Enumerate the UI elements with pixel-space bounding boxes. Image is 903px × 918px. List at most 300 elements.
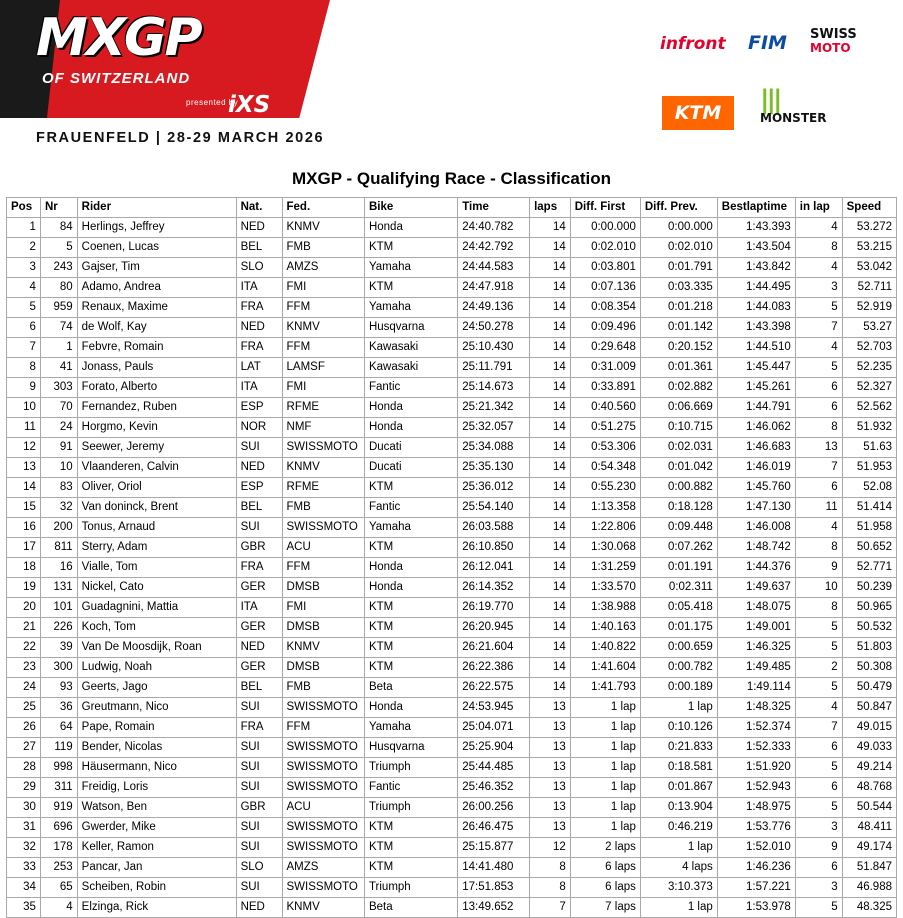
cell-diff-prev: 0:01.361 [640,358,717,378]
cell-speed: 52.235 [842,358,896,378]
cell-fed: KNMV [282,898,364,918]
cell-nat: GER [236,578,282,598]
cell-nat: SUI [236,818,282,838]
cell-in-lap: 5 [795,638,842,658]
cell-diff-first: 1:31.259 [570,558,640,578]
cell-nat: FRA [236,718,282,738]
cell-rider[interactable]: Gajser, Tim [77,258,236,278]
cell-speed: 51.63 [842,438,896,458]
cell-fed: ACU [282,538,364,558]
cell-nat: GER [236,618,282,638]
cell-bike: KTM [364,538,457,558]
cell-fed: KNMV [282,318,364,338]
table-row [7,758,897,778]
cell-laps: 14 [530,378,571,398]
cell-in-lap: 6 [795,378,842,398]
cell-pos: 8 [7,358,41,378]
cell-in-lap: 13 [795,438,842,458]
cell-bestlaptime: 1:43.398 [717,318,795,338]
monster-claw-icon: ||| [760,85,780,115]
cell-laps: 13 [530,718,571,738]
cell-bike: Triumph [364,798,457,818]
mxgp-logo-subtitle: OF SWITZERLAND [42,70,191,87]
cell-nat: FRA [236,298,282,318]
column-header-diff-prev: Diff. Prev. [640,198,717,218]
cell-diff-first: 0:08.354 [570,298,640,318]
cell-time: 25:44.485 [458,758,530,778]
column-header-speed: Speed [842,198,896,218]
cell-bestlaptime: 1:45.760 [717,478,795,498]
table-row [7,738,897,758]
cell-laps: 14 [530,398,571,418]
cell-diff-prev: 0:00.189 [640,678,717,698]
cell-diff-prev: 0:00.000 [640,218,717,238]
cell-rider[interactable]: Geerts, Jago [77,678,236,698]
cell-bike: KTM [364,238,457,258]
cell-nr: 178 [40,838,77,858]
cell-pos: 33 [7,858,41,878]
cell-pos: 12 [7,438,41,458]
cell-time: 25:15.877 [458,838,530,858]
table-row [7,778,897,798]
cell-time: 25:11.791 [458,358,530,378]
cell-bike: Kawasaki [364,338,457,358]
cell-nat: BEL [236,238,282,258]
cell-rider[interactable]: Watson, Ben [77,798,236,818]
cell-rider[interactable]: Fernandez, Ruben [77,398,236,418]
cell-rider[interactable]: Scheiben, Robin [77,878,236,898]
cell-bestlaptime: 1:45.261 [717,378,795,398]
cell-diff-prev: 4 laps [640,858,717,878]
cell-laps: 13 [530,758,571,778]
column-header-diff-first: Diff. First [570,198,640,218]
venue-and-date: FRAUENFELD | 28-29 MARCH 2026 [0,118,330,158]
cell-laps: 14 [530,638,571,658]
cell-nr: 998 [40,758,77,778]
cell-diff-first: 1 lap [570,798,640,818]
cell-nr: 131 [40,578,77,598]
cell-diff-first: 0:02.010 [570,238,640,258]
cell-rider[interactable]: Greutmann, Nico [77,698,236,718]
cell-pos: 30 [7,798,41,818]
cell-nr: 311 [40,778,77,798]
cell-time: 24:53.945 [458,698,530,718]
cell-time: 26:22.575 [458,678,530,698]
cell-nr: 91 [40,438,77,458]
cell-fed: KNMV [282,638,364,658]
cell-in-lap: 6 [795,778,842,798]
cell-speed: 50.308 [842,658,896,678]
cell-diff-prev: 0:00.882 [640,478,717,498]
cell-rider[interactable]: Pape, Romain [77,718,236,738]
cell-fed: KNMV [282,218,364,238]
cell-diff-first: 1:22.806 [570,518,640,538]
cell-bestlaptime: 1:48.975 [717,798,795,818]
cell-fed: FMI [282,598,364,618]
cell-nat: FRA [236,558,282,578]
cell-bike: Honda [364,558,457,578]
table-row [7,338,897,358]
cell-bike: KTM [364,658,457,678]
cell-bike: Beta [364,678,457,698]
cell-in-lap: 4 [795,518,842,538]
cell-rider[interactable]: Horgmo, Kevin [77,418,236,438]
cell-pos: 13 [7,458,41,478]
cell-diff-prev: 0:10.126 [640,718,717,738]
cell-nr: 36 [40,698,77,718]
cell-diff-prev: 0:01.191 [640,558,717,578]
cell-speed: 53.215 [842,238,896,258]
cell-nat: ITA [236,598,282,618]
cell-bike: Honda [364,578,457,598]
banner-left-panel [0,0,330,158]
table-row [7,378,897,398]
cell-rider[interactable]: Nickel, Cato [77,578,236,598]
cell-laps: 14 [530,578,571,598]
cell-diff-first: 1:33.570 [570,578,640,598]
cell-nat: SUI [236,698,282,718]
cell-pos: 18 [7,558,41,578]
table-row [7,878,897,898]
cell-rider[interactable]: Bender, Nicolas [77,738,236,758]
cell-speed: 49.214 [842,758,896,778]
cell-nr: 10 [40,458,77,478]
cell-speed: 49.174 [842,838,896,858]
cell-bestlaptime: 1:53.978 [717,898,795,918]
cell-diff-prev: 0:00.782 [640,658,717,678]
cell-diff-first: 6 laps [570,878,640,898]
cell-diff-first: 0:31.009 [570,358,640,378]
cell-rider[interactable]: Adamo, Andrea [77,278,236,298]
cell-laps: 14 [530,438,571,458]
cell-nr: 65 [40,878,77,898]
cell-nat: NOR [236,418,282,438]
cell-in-lap: 6 [795,398,842,418]
cell-speed: 49.015 [842,718,896,738]
cell-diff-prev: 0:05.418 [640,598,717,618]
table-row [7,398,897,418]
cell-fed: RFME [282,478,364,498]
cell-rider[interactable]: Forato, Alberto [77,378,236,398]
cell-pos: 21 [7,618,41,638]
table-row [7,558,897,578]
cell-rider[interactable]: Coenen, Lucas [77,238,236,258]
cell-diff-first: 0:07.136 [570,278,640,298]
cell-diff-prev: 1 lap [640,698,717,718]
cell-nat: SUI [236,518,282,538]
table-row [7,218,897,238]
cell-speed: 48.411 [842,818,896,838]
cell-bike: KTM [364,478,457,498]
cell-bike: Yamaha [364,718,457,738]
cell-pos: 29 [7,778,41,798]
cell-diff-first: 1 lap [570,778,640,798]
cell-fed: DMSB [282,658,364,678]
cell-diff-first: 1 lap [570,718,640,738]
cell-time: 17:51.853 [458,878,530,898]
cell-diff-prev: 0:01.791 [640,258,717,278]
cell-bestlaptime: 1:52.943 [717,778,795,798]
cell-bike: Kawasaki [364,358,457,378]
cell-laps: 14 [530,458,571,478]
cell-nr: 64 [40,718,77,738]
cell-bestlaptime: 1:48.325 [717,698,795,718]
cell-pos: 14 [7,478,41,498]
presented-by-label: presented by [186,98,239,107]
cell-bike: KTM [364,638,457,658]
cell-diff-prev: 0:02.311 [640,578,717,598]
cell-rider[interactable]: Vlaanderen, Calvin [77,458,236,478]
monster-energy-logo [760,85,827,125]
cell-nat: SUI [236,738,282,758]
table-row [7,358,897,378]
table-header-row [7,198,897,218]
cell-in-lap: 11 [795,498,842,518]
cell-nr: 83 [40,478,77,498]
cell-speed: 51.932 [842,418,896,438]
cell-speed: 49.033 [842,738,896,758]
cell-fed: FMB [282,498,364,518]
cell-speed: 50.847 [842,698,896,718]
cell-rider[interactable]: Koch, Tom [77,618,236,638]
cell-laps: 14 [530,538,571,558]
cell-speed: 51.958 [842,518,896,538]
cell-diff-first: 6 laps [570,858,640,878]
cell-nat: NED [236,218,282,238]
cell-fed: AMZS [282,858,364,878]
cell-time: 26:00.256 [458,798,530,818]
cell-in-lap: 3 [795,818,842,838]
cell-laps: 14 [530,258,571,278]
cell-in-lap: 6 [795,738,842,758]
cell-time: 26:14.352 [458,578,530,598]
cell-bike: Beta [364,898,457,918]
cell-fed: AMZS [282,258,364,278]
cell-bestlaptime: 1:44.083 [717,298,795,318]
cell-in-lap: 5 [795,358,842,378]
column-header-bike: Bike [364,198,457,218]
cell-time: 25:32.057 [458,418,530,438]
column-header-time: Time [458,198,530,218]
cell-laps: 14 [530,678,571,698]
cell-rider[interactable]: Van doninck, Brent [77,498,236,518]
cell-nr: 253 [40,858,77,878]
cell-pos: 15 [7,498,41,518]
column-header-fed: Fed. [282,198,364,218]
cell-rider[interactable]: Häusermann, Nico [77,758,236,778]
cell-time: 25:34.088 [458,438,530,458]
cell-diff-prev: 0:00.659 [640,638,717,658]
cell-laps: 13 [530,818,571,838]
cell-nat: LAT [236,358,282,378]
cell-bestlaptime: 1:49.114 [717,678,795,698]
cell-speed: 51.953 [842,458,896,478]
cell-pos: 16 [7,518,41,538]
cell-bestlaptime: 1:46.062 [717,418,795,438]
cell-in-lap: 5 [795,678,842,698]
cell-bestlaptime: 1:46.008 [717,518,795,538]
cell-rider[interactable]: Renaux, Maxime [77,298,236,318]
cell-nr: 4 [40,898,77,918]
cell-pos: 1 [7,218,41,238]
cell-diff-prev: 0:06.669 [640,398,717,418]
cell-time: 13:49.652 [458,898,530,918]
cell-diff-first: 1:13.358 [570,498,640,518]
cell-in-lap: 4 [795,218,842,238]
table-row [7,858,897,878]
cell-nr: 119 [40,738,77,758]
cell-rider[interactable]: Jonass, Pauls [77,358,236,378]
cell-bestlaptime: 1:49.001 [717,618,795,638]
cell-diff-prev: 0:01.142 [640,318,717,338]
cell-rider[interactable]: Freidig, Loris [77,778,236,798]
cell-rider[interactable]: Vialle, Tom [77,558,236,578]
cell-nr: 41 [40,358,77,378]
cell-rider[interactable]: Febvre, Romain [77,338,236,358]
table-row [7,798,897,818]
cell-nat: ITA [236,378,282,398]
cell-rider[interactable]: Guadagnini, Mattia [77,598,236,618]
cell-time: 25:25.904 [458,738,530,758]
cell-rider[interactable]: Gwerder, Mike [77,818,236,838]
table-row [7,458,897,478]
cell-diff-first: 1 lap [570,698,640,718]
cell-bike: KTM [364,618,457,638]
cell-in-lap: 7 [795,318,842,338]
cell-diff-prev: 0:46.219 [640,818,717,838]
cell-nr: 300 [40,658,77,678]
cell-speed: 51.847 [842,858,896,878]
cell-in-lap: 8 [795,538,842,558]
cell-speed: 52.711 [842,278,896,298]
cell-bike: Triumph [364,758,457,778]
cell-rider[interactable]: Elzinga, Rick [77,898,236,918]
cell-bike: KTM [364,858,457,878]
cell-time: 25:04.071 [458,718,530,738]
cell-diff-first: 0:54.348 [570,458,640,478]
column-header-nr: Nr [40,198,77,218]
cell-fed: RFME [282,398,364,418]
cell-pos: 6 [7,318,41,338]
cell-diff-prev: 0:02.031 [640,438,717,458]
table-body [7,218,897,918]
cell-diff-prev: 0:02.010 [640,238,717,258]
cell-rider[interactable]: Tonus, Arnaud [77,518,236,538]
column-header-bestlaptime: Bestlaptime [717,198,795,218]
cell-nr: 1 [40,338,77,358]
cell-bestlaptime: 1:52.374 [717,718,795,738]
cell-bike: Honda [364,698,457,718]
cell-diff-first: 7 laps [570,898,640,918]
cell-speed: 46.988 [842,878,896,898]
cell-speed: 52.919 [842,298,896,318]
cell-diff-prev: 0:01.867 [640,778,717,798]
cell-bestlaptime: 1:44.791 [717,398,795,418]
cell-diff-prev: 0:07.262 [640,538,717,558]
cell-time: 24:44.583 [458,258,530,278]
cell-nr: 80 [40,278,77,298]
cell-pos: 10 [7,398,41,418]
mxgp-logo: MXGP [36,8,201,68]
fim-logo: FIM [748,32,787,54]
cell-bike: Husqvarna [364,318,457,338]
cell-nat: GBR [236,798,282,818]
cell-time: 24:40.782 [458,218,530,238]
cell-time: 25:10.430 [458,338,530,358]
cell-nat: NED [236,638,282,658]
ixs-logo: iXS [228,92,271,118]
column-header-nat: Nat. [236,198,282,218]
cell-diff-prev: 0:01.218 [640,298,717,318]
cell-time: 25:46.352 [458,778,530,798]
cell-rider[interactable]: Van De Moosdijk, Roan [77,638,236,658]
cell-in-lap: 4 [795,258,842,278]
cell-rider[interactable]: Sterry, Adam [77,538,236,558]
cell-bike: Ducati [364,458,457,478]
cell-rider[interactable]: Herlings, Jeffrey [77,218,236,238]
cell-fed: FFM [282,298,364,318]
swissmoto-logo-line1: SWISS [810,27,857,42]
cell-diff-first: 0:55.230 [570,478,640,498]
cell-speed: 53.272 [842,218,896,238]
cell-laps: 14 [530,618,571,638]
cell-nr: 200 [40,518,77,538]
cell-speed: 50.239 [842,578,896,598]
cell-pos: 27 [7,738,41,758]
cell-time: 24:42.792 [458,238,530,258]
table-row [7,618,897,638]
cell-in-lap: 3 [795,278,842,298]
cell-diff-prev: 0:02.882 [640,378,717,398]
cell-diff-first: 2 laps [570,838,640,858]
cell-rider[interactable]: Ludwig, Noah [77,658,236,678]
cell-bestlaptime: 1:46.236 [717,858,795,878]
cell-time: 25:21.342 [458,398,530,418]
cell-speed: 52.771 [842,558,896,578]
cell-bike: Yamaha [364,258,457,278]
cell-diff-prev: 0:01.042 [640,458,717,478]
cell-laps: 8 [530,858,571,878]
cell-bestlaptime: 1:49.485 [717,658,795,678]
cell-in-lap: 8 [795,598,842,618]
cell-diff-first: 1:30.068 [570,538,640,558]
cell-fed: SWISSMOTO [282,698,364,718]
cell-bike: Triumph [364,878,457,898]
cell-rider[interactable]: Oliver, Oriol [77,478,236,498]
cell-diff-first: 1 lap [570,758,640,778]
cell-rider[interactable]: Keller, Ramon [77,838,236,858]
cell-rider[interactable]: de Wolf, Kay [77,318,236,338]
cell-nat: ESP [236,398,282,418]
cell-bestlaptime: 1:46.683 [717,438,795,458]
cell-rider[interactable]: Seewer, Jeremy [77,438,236,458]
cell-diff-first: 0:09.496 [570,318,640,338]
cell-bestlaptime: 1:44.510 [717,338,795,358]
cell-in-lap: 5 [795,298,842,318]
cell-laps: 14 [530,318,571,338]
cell-fed: FFM [282,718,364,738]
cell-speed: 50.479 [842,678,896,698]
cell-diff-prev: 0:01.175 [640,618,717,638]
cell-in-lap: 5 [795,618,842,638]
cell-pos: 28 [7,758,41,778]
cell-pos: 11 [7,418,41,438]
cell-fed: DMSB [282,618,364,638]
cell-nat: ITA [236,278,282,298]
cell-bestlaptime: 1:46.019 [717,458,795,478]
cell-rider[interactable]: Pancar, Jan [77,858,236,878]
cell-nr: 93 [40,678,77,698]
